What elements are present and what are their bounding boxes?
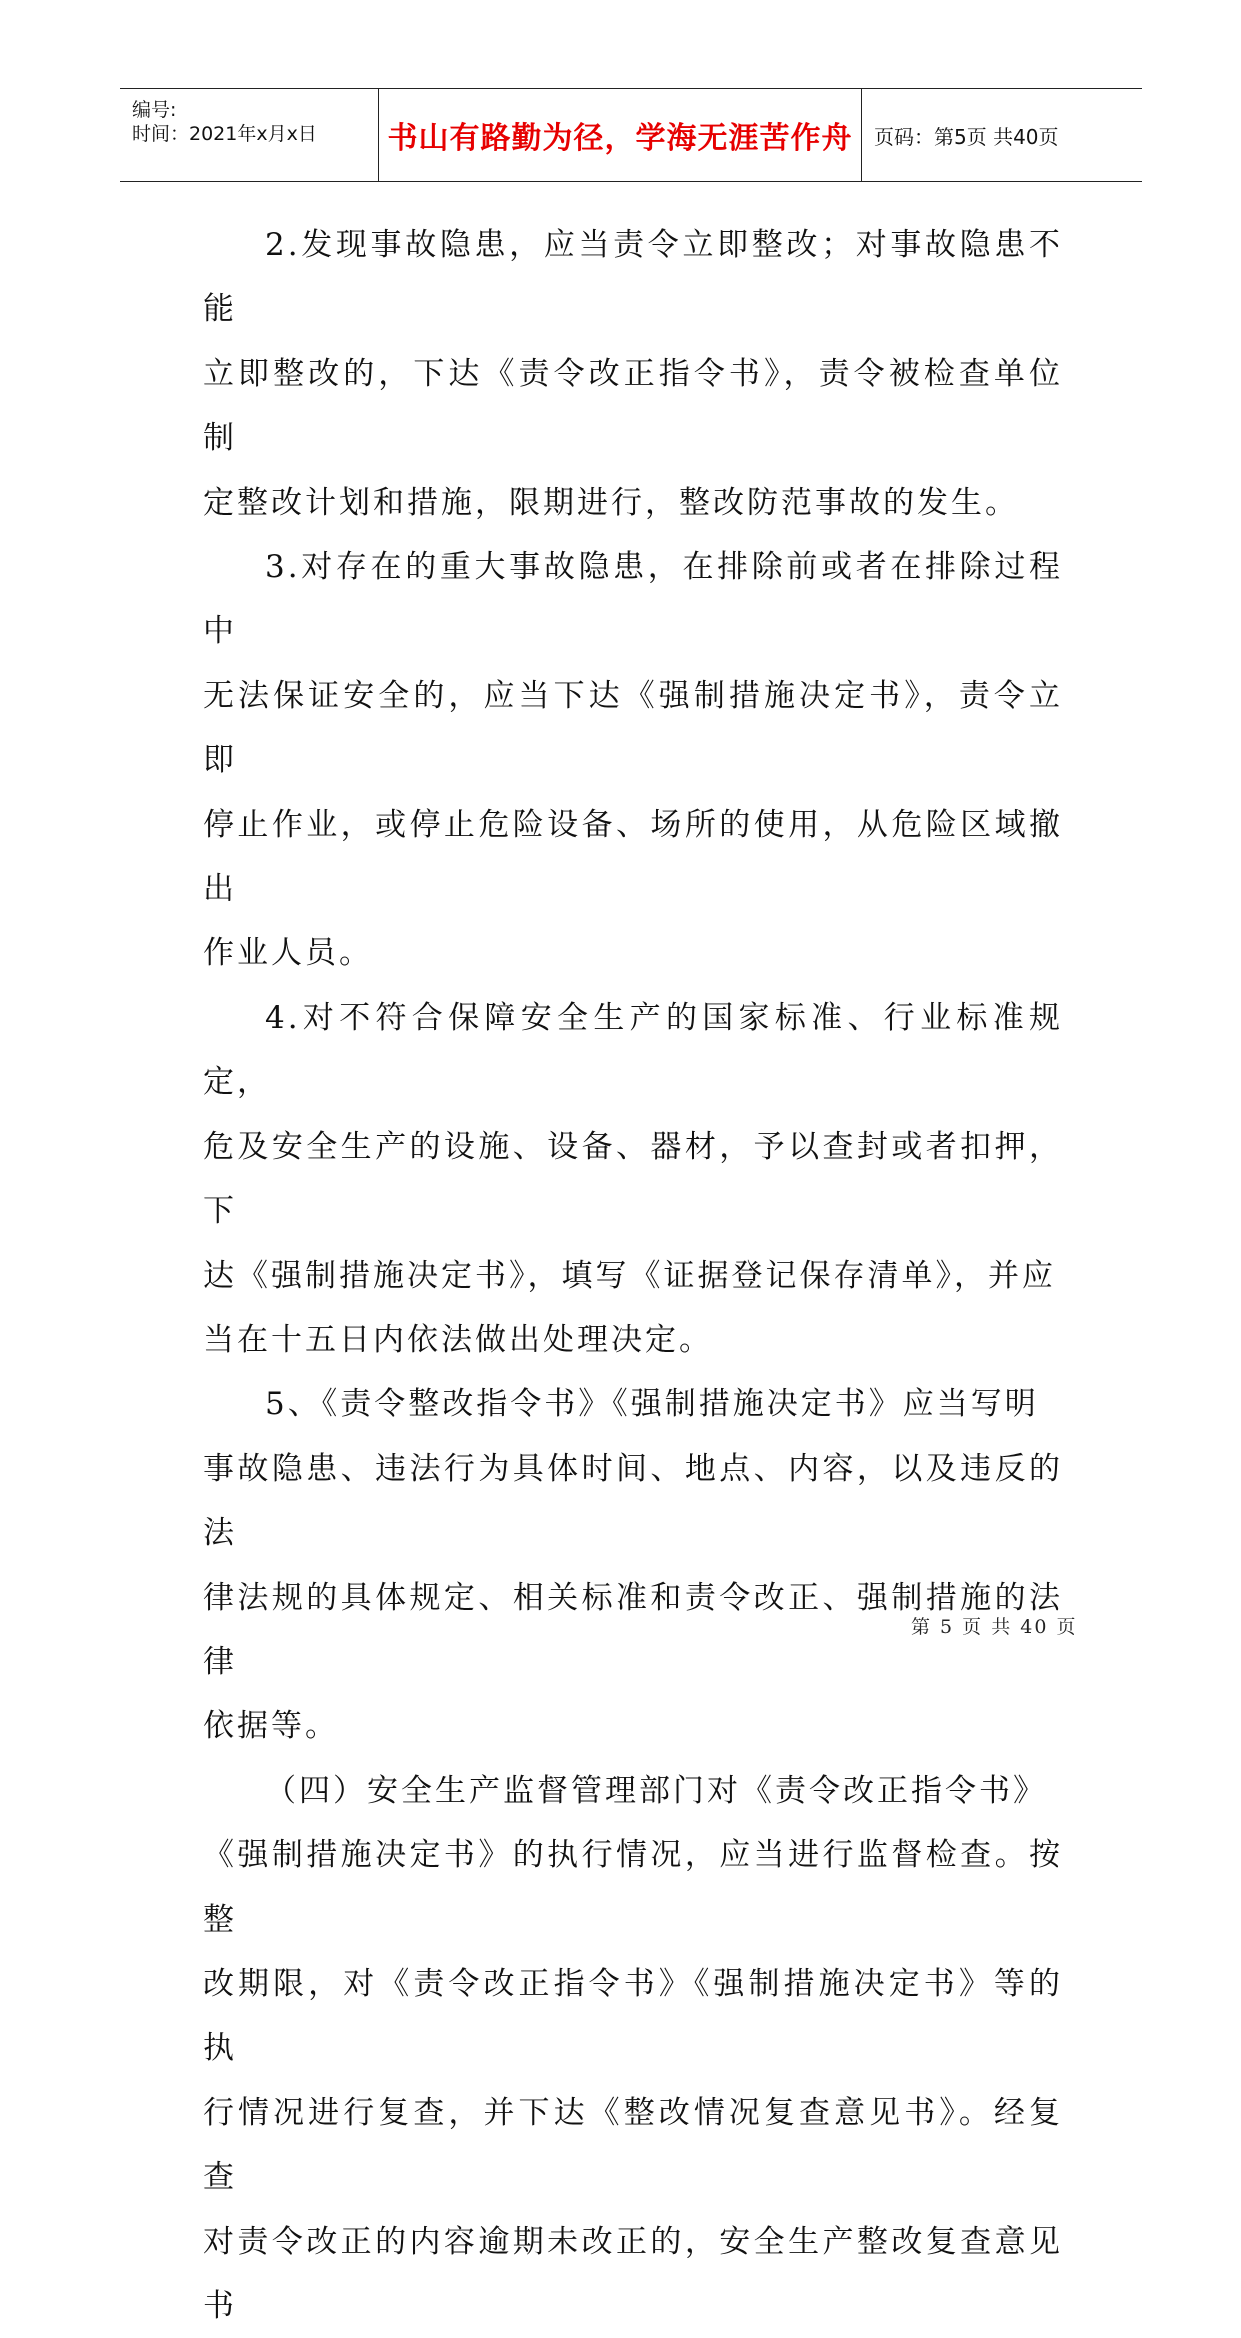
- paragraph: [203, 1372, 1063, 1758]
- number-label: 编号:: [132, 99, 177, 121]
- text-line: 立即整改的，下达《责令改正指令书》，责令被检查单位制: [203, 355, 1063, 457]
- text-line: 对责令改正的内容逾期未改正的，安全生产整改复查意见书: [203, 2223, 1063, 2324]
- text-line: （四）安全生产监督管理部门对《责令改正指令书》: [265, 1772, 1047, 1809]
- document-body: [203, 213, 1063, 2338]
- header-motto: [378, 89, 862, 181]
- page-footer: 第 5 页 共 40 页: [911, 1616, 1078, 1638]
- paragraph: [203, 986, 1063, 1372]
- text-line: 3.对存在的重大事故隐患，在排除前或者在排除过程中: [203, 549, 1063, 650]
- time-label: 时间：2021年x月x日: [132, 123, 317, 145]
- text-line: 危及安全生产的设施、设备、器材，予以查封或者扣押，下: [203, 1128, 1063, 1230]
- text-line: 依据等。: [203, 1708, 339, 1745]
- motto-text: 书山有路勤为径，学海无涯苦作舟: [387, 121, 853, 156]
- text-line: 律法规的具体规定、相关标准和责令改正、强制措施的法律: [203, 1579, 1063, 1680]
- text-line: 停止作业，或停止危险设备、场所的使用，从危险区域撤出: [203, 806, 1063, 908]
- text-line: 定整改计划和措施，限期进行，整改防范事故的发生。: [203, 484, 1019, 521]
- text-line: 4.对不符合保障安全生产的国家标准、行业标准规定，: [203, 999, 1063, 1101]
- text-line: 事故隐患、违法行为具体时间、地点、内容，以及违反的法: [203, 1450, 1063, 1552]
- text-line: 达《强制措施决定书》，填写《证据登记保存清单》，并应: [203, 1257, 1056, 1294]
- text-line: 《强制措施决定书》的执行情况，应当进行监督检查。按整: [203, 1837, 1063, 1938]
- paragraph: [203, 535, 1063, 986]
- page-info-text: 页码：第5页 共40页: [874, 124, 1059, 149]
- header-meta: [120, 89, 378, 181]
- text-line: 当在十五日内依法做出处理决定。: [203, 1321, 713, 1358]
- text-line: 无法保证安全的，应当下达《强制措施决定书》，责令立即: [203, 677, 1063, 779]
- text-line: 行情况进行复查，并下达《整改情况复查意见书》。经复查: [203, 2094, 1063, 2196]
- text-line: 作业人员。: [203, 935, 373, 972]
- paragraph: [203, 213, 1063, 535]
- paragraph: [203, 1759, 1063, 2338]
- text-line: 改期限，对《责令改正指令书》《强制措施决定书》等的执: [203, 1965, 1063, 2067]
- header-page-info: [862, 89, 1142, 181]
- text-line: 5、《责令整改指令书》《强制措施决定书》应当写明: [265, 1386, 1039, 1423]
- text-line: 2.发现事故隐患，应当责令立即整改；对事故隐患不能: [203, 227, 1063, 328]
- page-header: [120, 88, 1142, 182]
